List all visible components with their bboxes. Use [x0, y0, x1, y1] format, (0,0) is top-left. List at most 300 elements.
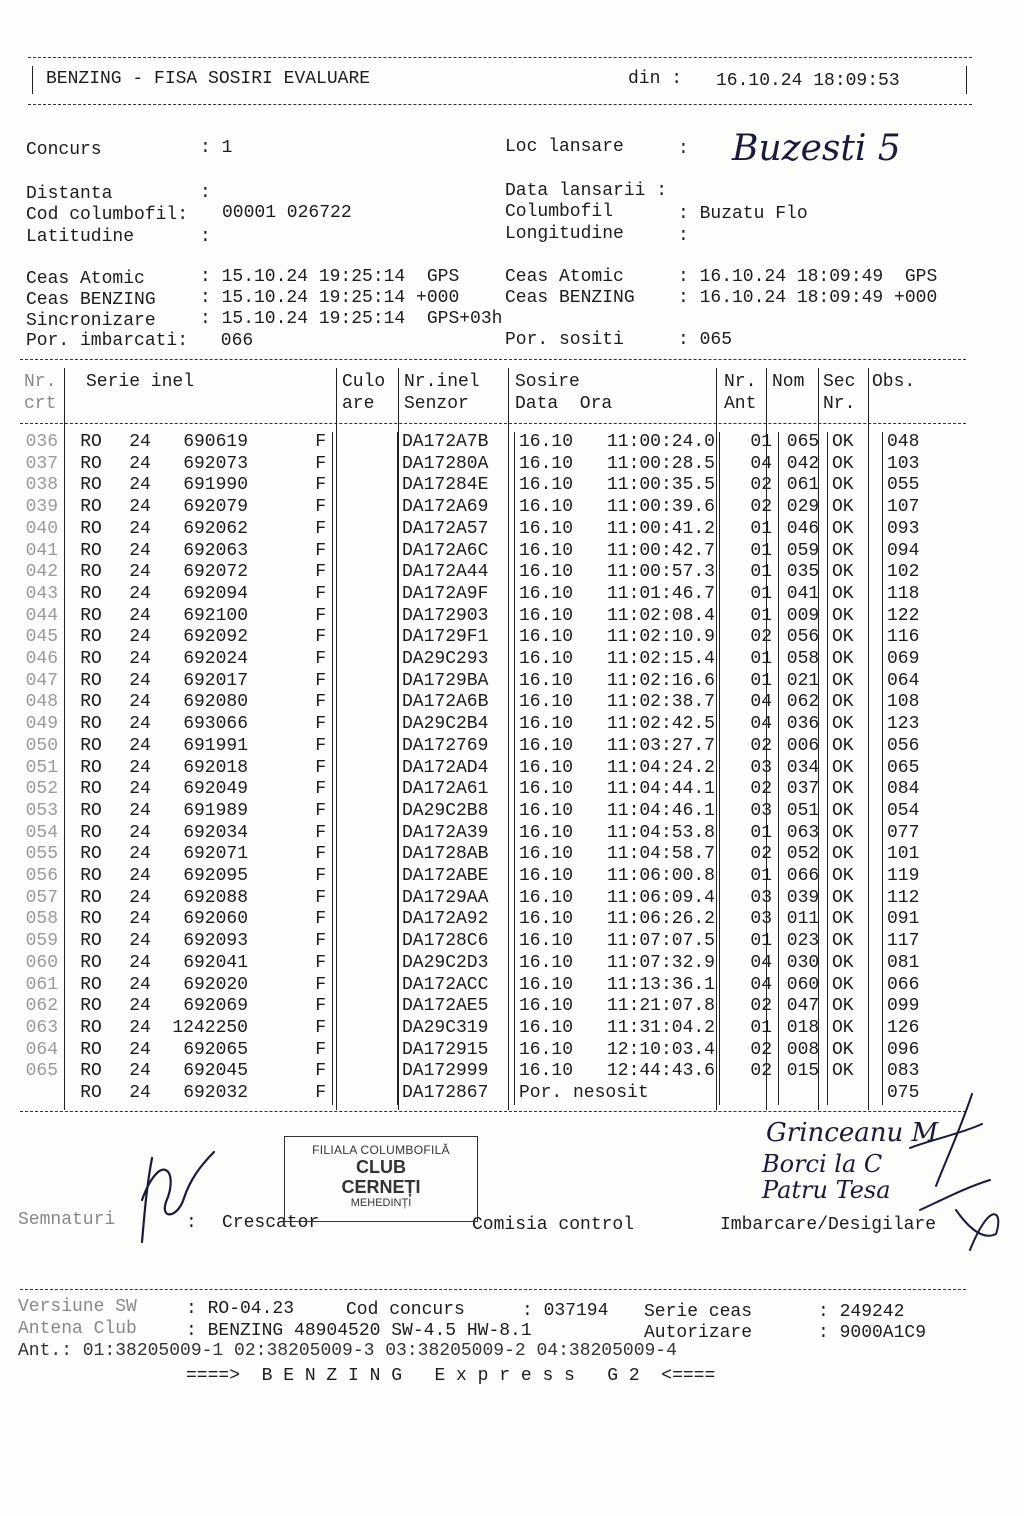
cell-yr: 24 — [129, 518, 151, 539]
table-row — [14, 627, 947, 649]
cell-nom: 034 — [779, 758, 828, 780]
cell-nr: 040 — [25, 518, 58, 539]
cell-senzor: DA1729F1 — [398, 627, 515, 649]
cell-culoare — [333, 909, 398, 931]
cell-sex: F — [315, 1061, 326, 1082]
cell-ora: 11:02:08.4 — [606, 605, 715, 626]
cell-cc: RO — [80, 996, 102, 1017]
cell-ora: 11:02:38.7 — [606, 692, 715, 713]
cell-obs: 048 — [883, 432, 948, 454]
cell-senzor: DA172A61 — [398, 779, 515, 801]
cell-nr: 038 — [25, 475, 58, 496]
cell-sec: OK — [828, 475, 883, 497]
cell-yr: 24 — [129, 583, 151, 604]
cell-sec: OK — [828, 953, 883, 975]
ceas-benzing-value-left: : 15.10.24 19:25:14 +000 — [200, 288, 460, 308]
cell-cc: RO — [80, 735, 102, 756]
cell-ora: 11:00:28.5 — [606, 453, 715, 474]
cell-nr: 051 — [25, 757, 58, 778]
cell-ant: 01 — [720, 866, 779, 888]
ceas-atomic-label-left: Ceas Atomic — [26, 269, 145, 289]
cell-ring: 692062 — [183, 518, 248, 539]
cell-senzor: DA172915 — [398, 1040, 515, 1062]
cell-data: 16.10 — [515, 606, 586, 628]
cell-ant: 01 — [720, 1018, 779, 1040]
cell-data: 16.10 — [515, 692, 586, 714]
cell-obs: 101 — [883, 844, 948, 866]
table-row — [14, 736, 947, 758]
sincronizare-label: Sincronizare — [26, 311, 156, 331]
concurs-label: Concurs — [26, 140, 102, 160]
cell-senzor: DA172ABE — [398, 866, 515, 888]
cell-ring: 692060 — [183, 909, 248, 930]
ceas-benzing-value-right: : 16.10.24 18:09:49 +000 — [678, 288, 938, 308]
cell-yr: 24 — [129, 822, 151, 843]
cell-obs: 103 — [883, 454, 948, 476]
cell-cc: RO — [80, 887, 102, 908]
cell-ant: 02 — [720, 779, 779, 801]
cell-senzor: DA172AD4 — [398, 758, 515, 780]
cell-senzor: DA172AE5 — [398, 996, 515, 1018]
cell-culoare — [333, 844, 398, 866]
cell-data: 16.10 — [515, 714, 586, 736]
cell-cc: RO — [80, 475, 102, 496]
cell-ring: 692041 — [183, 952, 248, 973]
table-row — [14, 432, 947, 454]
cell-nom: 056 — [779, 627, 828, 649]
th-sec-1: Sec — [823, 372, 856, 392]
cell-data: 16.10 — [515, 649, 586, 671]
table-row — [14, 649, 947, 671]
cell-senzor: DA172ACC — [398, 975, 515, 997]
cell-nom: 009 — [779, 606, 828, 628]
th-nr-2: crt — [24, 394, 57, 414]
cell-ring: 692032 — [183, 1083, 248, 1104]
cell-nr: 056 — [25, 866, 58, 887]
cell-empty — [14, 1083, 64, 1105]
cell-data: 16.10 — [515, 931, 586, 953]
cell-nom: 052 — [779, 844, 828, 866]
cell-ora: 11:06:09.4 — [606, 887, 715, 908]
antena-club-label: Antena Club — [18, 1319, 137, 1339]
cell-ring: 1242250 — [172, 1017, 248, 1038]
cell-ant: 01 — [720, 823, 779, 845]
cell-senzor: DA29C2B8 — [398, 801, 515, 823]
cell-yr: 24 — [129, 996, 151, 1017]
cell-culoare — [333, 736, 398, 758]
arrivals-table-body — [14, 432, 947, 1105]
cell-nr: 043 — [25, 583, 58, 604]
cell-senzor: DA172903 — [398, 606, 515, 628]
cell-ring: 692079 — [183, 497, 248, 518]
cell-ora: 11:02:10.9 — [606, 627, 715, 648]
cell-obs: 112 — [883, 888, 948, 910]
table-row — [14, 1018, 947, 1040]
cell-nr: 059 — [25, 931, 58, 952]
cell-nom: 006 — [779, 736, 828, 758]
cell-senzor: DA172A6B — [398, 692, 515, 714]
cell-yr: 24 — [129, 605, 151, 626]
cell-sex: F — [315, 649, 326, 670]
cell-cc: RO — [80, 931, 102, 952]
cell-data: 16.10 — [515, 519, 586, 541]
cell-sex: F — [315, 909, 326, 930]
stamp-line-3: CERNEȚI — [341, 1177, 421, 1197]
loc-lansare-handwritten: Buzesti 5 — [732, 128, 901, 169]
cell-obs: 093 — [883, 519, 948, 541]
data-lansarii-label: Data lansarii : — [505, 181, 668, 201]
cell-culoare — [333, 996, 398, 1018]
longitudine-colon: : — [678, 226, 689, 246]
cell-yr: 24 — [129, 714, 151, 735]
cell-yr: 24 — [129, 540, 151, 561]
cell-senzor: DA172A6C — [398, 541, 515, 563]
table-row — [14, 562, 947, 584]
ceas-atomic-value-right: : 16.10.24 18:09:49 GPS — [678, 267, 938, 287]
cell-obs: 126 — [883, 1018, 948, 1040]
cell-culoare — [333, 541, 398, 563]
cell-cc: RO — [80, 952, 102, 973]
cell-senzor: DA17280A — [398, 454, 515, 476]
cell-nom: 018 — [779, 1018, 828, 1040]
cell-ant: 02 — [720, 1040, 779, 1062]
cod-columbofil-value: 00001 026722 — [222, 203, 352, 223]
cell-culoare — [333, 866, 398, 888]
cell-sex: F — [315, 583, 326, 604]
cell-culoare — [333, 931, 398, 953]
cell-sec: OK — [828, 584, 883, 606]
serie-ceas-label: Serie ceas — [644, 1302, 753, 1322]
cell-sec: OK — [828, 996, 883, 1018]
cell-yr: 24 — [129, 692, 151, 713]
cell-nr: 044 — [25, 605, 58, 626]
cell-data: 16.10 — [515, 497, 586, 519]
cell-ring: 691989 — [183, 800, 248, 821]
cell-ant: 01 — [720, 931, 779, 953]
cell-ora: 11:04:24.2 — [606, 757, 715, 778]
table-row — [14, 497, 947, 519]
cell-obs: 069 — [883, 649, 948, 671]
cell-nr: 062 — [25, 996, 58, 1017]
cell-senzor: DA1728AB — [398, 844, 515, 866]
cell-ring: 692049 — [183, 779, 248, 800]
cell-yr: 24 — [129, 497, 151, 518]
cell-sex: F — [315, 432, 326, 452]
ceas-atomic-label-right: Ceas Atomic — [505, 267, 624, 287]
por-sositi-value: : 065 — [678, 330, 733, 350]
autorizare-label: Autorizare — [644, 1323, 753, 1343]
cell-sex: F — [315, 475, 326, 496]
table-bottom-rule — [20, 1111, 966, 1112]
header-right-border — [966, 66, 967, 94]
cell-data: 16.10 — [515, 823, 586, 845]
cell-nr: 057 — [25, 887, 58, 908]
cell-sex: F — [315, 670, 326, 691]
cell-data: 16.10 — [515, 953, 586, 975]
cell-obs: 075 — [883, 1083, 948, 1105]
cell-data: 16.10 — [515, 975, 586, 997]
cell-ora: 11:31:04.2 — [606, 1017, 715, 1038]
cell-nr: 053 — [25, 800, 58, 821]
cell-nom: 059 — [779, 541, 828, 563]
table-row — [14, 888, 947, 910]
cell-ant: 01 — [720, 519, 779, 541]
semnaturi-label: Semnaturi — [18, 1210, 116, 1230]
cell-data: 16.10 — [515, 432, 586, 454]
cell-ring: 692065 — [183, 1039, 248, 1060]
cell-status: Por. nesosit — [515, 1083, 720, 1105]
cell-cc: RO — [80, 974, 102, 995]
cell-sec: OK — [828, 931, 883, 953]
cell-cc: RO — [80, 1083, 102, 1104]
cod-concurs-label: Cod concurs — [346, 1300, 465, 1320]
cell-nr: 058 — [25, 909, 58, 930]
cell-cc: RO — [80, 1039, 102, 1060]
table-row — [14, 996, 947, 1018]
cell-nom: 029 — [779, 497, 828, 519]
cell-ring: 692069 — [183, 996, 248, 1017]
cell-ora: 11:04:53.8 — [606, 822, 715, 843]
cell-cc: RO — [80, 605, 102, 626]
por-sositi-label: Por. sositi — [505, 330, 624, 350]
cell-yr: 24 — [129, 735, 151, 756]
cell-ant: 02 — [720, 1061, 779, 1083]
cell-ring: 693066 — [183, 714, 248, 735]
cell-nr: 042 — [25, 562, 58, 583]
cell-obs: 083 — [883, 1061, 948, 1083]
cell-ant: 04 — [720, 714, 779, 736]
cell-ant: 01 — [720, 606, 779, 628]
cell-ring: 692045 — [183, 1061, 248, 1082]
cell-obs: 123 — [883, 714, 948, 736]
cell-ant: 02 — [720, 844, 779, 866]
imbarcare-desigilare-label: Imbarcare/Desigilare — [720, 1215, 937, 1235]
cell-ant: 04 — [720, 692, 779, 714]
cell-culoare — [333, 1061, 398, 1083]
cod-columbofil-label: Cod columbofil: — [26, 205, 189, 225]
cell-ora: 11:00:35.5 — [606, 475, 715, 496]
cell-cc: RO — [80, 583, 102, 604]
cell-senzor: DA29C319 — [398, 1018, 515, 1040]
cell-yr: 24 — [129, 453, 151, 474]
cell-obs: 077 — [883, 823, 948, 845]
cell-ring: 692071 — [183, 844, 248, 865]
cell-ora: 11:01:46.7 — [606, 583, 715, 604]
cell-yr: 24 — [129, 800, 151, 821]
cell-obs: 084 — [883, 779, 948, 801]
cell-nr: 061 — [25, 974, 58, 995]
table-row — [14, 692, 947, 714]
table-row — [14, 584, 947, 606]
cell-sec: OK — [828, 1040, 883, 1062]
cell-obs: 066 — [883, 975, 948, 997]
cell-ring: 692092 — [183, 627, 248, 648]
th-obs: Obs. — [872, 372, 916, 392]
cell-sex: F — [315, 779, 326, 800]
cell-obs: 119 — [883, 866, 948, 888]
cell-ant: 03 — [720, 801, 779, 823]
table-row — [14, 714, 947, 736]
cell-data: 16.10 — [515, 541, 586, 563]
cell-cc: RO — [80, 562, 102, 583]
cell-obs: 116 — [883, 627, 948, 649]
table-row — [14, 541, 947, 563]
cell-ora: 11:04:58.7 — [606, 844, 715, 865]
cell-ant: 02 — [720, 475, 779, 497]
cell-sex: F — [315, 866, 326, 887]
cell-yr: 24 — [129, 670, 151, 691]
cell-ora: 11:04:46.1 — [606, 800, 715, 821]
cell-ora: 12:44:43.6 — [606, 1061, 715, 1082]
cell-empty — [720, 1083, 779, 1105]
cell-senzor: DA17284E — [398, 475, 515, 497]
cell-ora: 11:21:07.8 — [606, 996, 715, 1017]
cell-nr: 060 — [25, 952, 58, 973]
table-row — [14, 779, 947, 801]
th-sosire-1: Sosire — [515, 372, 580, 392]
cell-senzor: DA172A57 — [398, 519, 515, 541]
header-left-border — [32, 66, 33, 94]
cell-obs: 094 — [883, 541, 948, 563]
cell-culoare — [333, 562, 398, 584]
distanta-label: Distanta — [26, 184, 113, 204]
cell-culoare — [333, 454, 398, 476]
cell-data: 16.10 — [515, 454, 586, 476]
cell-data: 16.10 — [515, 584, 586, 606]
cell-data: 16.10 — [515, 671, 586, 693]
cell-obs: 056 — [883, 736, 948, 758]
cell-sec: OK — [828, 801, 883, 823]
cell-nr: 064 — [25, 1039, 58, 1060]
cell-sec: OK — [828, 736, 883, 758]
cell-sec: OK — [828, 649, 883, 671]
cell-yr: 24 — [129, 866, 151, 887]
cell-culoare — [333, 888, 398, 910]
cell-nom: 011 — [779, 909, 828, 931]
cell-ant: 01 — [720, 584, 779, 606]
cell-ora: 11:04:44.1 — [606, 779, 715, 800]
cell-sec: OK — [828, 454, 883, 476]
cell-nom: 058 — [779, 649, 828, 671]
cell-senzor: DA172A92 — [398, 909, 515, 931]
cell-senzor: DA1728C6 — [398, 931, 515, 953]
table-row — [14, 909, 947, 931]
por-imbarcati-value: 066 — [210, 331, 254, 351]
cell-nom: 036 — [779, 714, 828, 736]
cell-nr: 055 — [25, 844, 58, 865]
cell-yr: 24 — [129, 432, 151, 452]
por-imbarcati-label: Por. imbarcati: — [26, 331, 189, 351]
cell-nr: 052 — [25, 779, 58, 800]
cell-sex: F — [315, 714, 326, 735]
cell-nom: 023 — [779, 931, 828, 953]
cell-ant: 03 — [720, 758, 779, 780]
footer-top-rule — [20, 1289, 966, 1290]
cell-sec: OK — [828, 975, 883, 997]
cell-ring: 692080 — [183, 692, 248, 713]
cell-data: 16.10 — [515, 779, 586, 801]
stamp-line-4: MEHEDINȚI — [350, 1197, 412, 1209]
cell-ora: 11:13:36.1 — [606, 974, 715, 995]
cell-nr: 041 — [25, 540, 58, 561]
cell-ant: 01 — [720, 671, 779, 693]
cell-cc: RO — [80, 1017, 102, 1038]
versiune-sw-value: : RO-04.23 — [186, 1299, 295, 1319]
cell-data: 16.10 — [515, 1040, 586, 1062]
cell-ant: 01 — [720, 649, 779, 671]
cell-nom: 037 — [779, 779, 828, 801]
cell-cc: RO — [80, 453, 102, 474]
club-stamp — [284, 1136, 478, 1222]
brand-line: ====> B E N Z I N G E x p r e s s G 2 <==== — [186, 1366, 716, 1386]
cell-nr: 039 — [25, 497, 58, 518]
cell-cc: RO — [80, 1061, 102, 1082]
cell-senzor: DA172A9F — [398, 584, 515, 606]
table-row — [14, 823, 947, 845]
cell-culoare — [333, 432, 398, 454]
cell-cc: RO — [80, 714, 102, 735]
cell-sec: OK — [828, 909, 883, 931]
cell-senzor: DA172A7B — [398, 432, 515, 454]
cell-sex: F — [315, 692, 326, 713]
cell-culoare — [333, 475, 398, 497]
cell-data: 16.10 — [515, 758, 586, 780]
table-row — [14, 975, 947, 997]
cell-culoare — [333, 758, 398, 780]
cell-ant: 02 — [720, 996, 779, 1018]
table-head-bottom-rule — [20, 423, 966, 424]
cell-ant: 02 — [720, 627, 779, 649]
ceas-benzing-label-right: Ceas BENZING — [505, 288, 635, 308]
cell-nom: 065 — [779, 432, 828, 454]
cell-ora: 11:02:16.6 — [606, 670, 715, 691]
cell-ring: 690619 — [183, 432, 248, 452]
cell-nr: 065 — [25, 1061, 58, 1082]
cell-data: 16.10 — [515, 888, 586, 910]
cell-ring: 692034 — [183, 822, 248, 843]
cell-ant: 01 — [720, 562, 779, 584]
cell-yr: 24 — [129, 1039, 151, 1060]
cell-nr: 063 — [25, 1017, 58, 1038]
cell-culoare — [333, 714, 398, 736]
cell-yr: 24 — [129, 974, 151, 995]
cell-cc: RO — [80, 627, 102, 648]
cell-nr: 054 — [25, 822, 58, 843]
table-row — [14, 801, 947, 823]
cell-senzor: DA1729AA — [398, 888, 515, 910]
cell-ring: 691991 — [183, 735, 248, 756]
cell-sec: OK — [828, 758, 883, 780]
cell-ring: 692095 — [183, 866, 248, 887]
cell-obs: 096 — [883, 1040, 948, 1062]
cell-ring: 691990 — [183, 475, 248, 496]
cell-culoare — [333, 497, 398, 519]
columbofil-value: : Buzatu Flo — [678, 204, 808, 224]
cell-cc: RO — [80, 432, 102, 452]
semnaturi-colon: : — [186, 1213, 197, 1233]
cell-ring: 692100 — [183, 605, 248, 626]
cell-ant: 03 — [720, 888, 779, 910]
th-sosire-2: Data Ora — [515, 394, 613, 414]
th-culo-1: Culo — [342, 372, 386, 392]
table-row — [14, 931, 947, 953]
cell-ring: 692024 — [183, 649, 248, 670]
autorizare-value: : 9000A1C9 — [818, 1323, 927, 1343]
cell-sec: OK — [828, 671, 883, 693]
th-nrinel-1: Nr.inel — [404, 372, 480, 392]
cell-sec: OK — [828, 844, 883, 866]
cell-sec: OK — [828, 519, 883, 541]
